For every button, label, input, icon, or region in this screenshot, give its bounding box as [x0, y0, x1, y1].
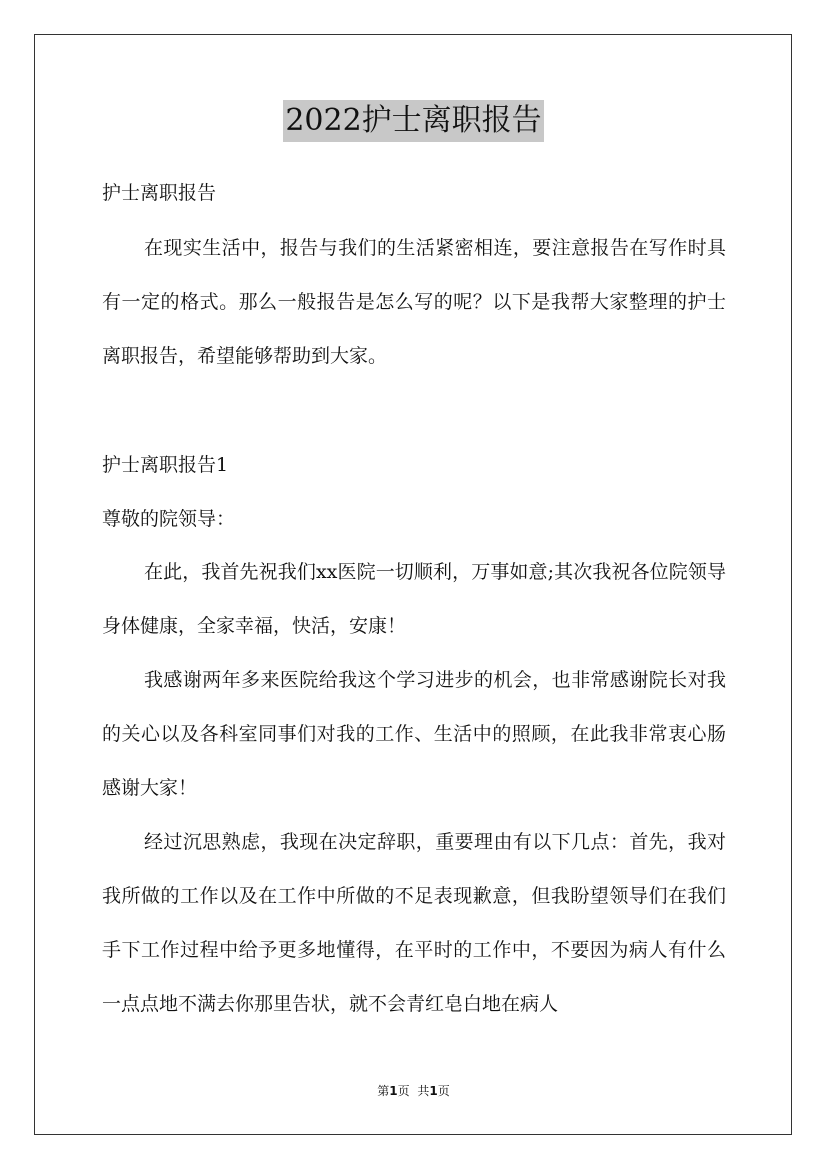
intro-paragraph: 在现实生活中，报告与我们的生活紧密相连，要注意报告在写作时具有一定的格式。那么一般报告是怎么写的呢？以下是我帮大家整理的护士离职报告，希望能够帮助到大家。 [102, 237, 726, 367]
title-container [0, 100, 827, 142]
footer-total-unit: 页 [437, 1084, 450, 1098]
current-page-number: 1 [389, 1084, 398, 1098]
body-paragraph-2: 我感谢两年多来医院给我这个学习进步的机会，也非常感谢院长对我的关心以及各科室同事们对我的工作、生活中的照顾，在此我非常衷心肠感谢大家！ [102, 669, 726, 799]
section-heading: 护士离职报告1 [102, 454, 229, 476]
document-title: 2022护士离职报告 [283, 100, 543, 142]
salutation: 尊敬的院领导： [102, 508, 236, 530]
footer-page-unit: 页 [397, 1084, 410, 1098]
body-paragraph-3: 经过沉思熟虑，我现在决定辞职，重要理由有以下几点：首先，我对我所做的工作以及在工作中所做的不足表现歉意，但我盼望领导们在我们手下工作过程中给予更多地懂得，在平时的工作中，不要因为病人有什么一点点地不满去你那里告状，就不会青红皂白地在病人 [102, 831, 726, 1015]
footer-prefix: 第 [377, 1084, 390, 1098]
footer-total-prefix: 共 [417, 1084, 430, 1098]
body-paragraph-1: 在此，我首先祝我们xx医院一切顺利，万事如意;其次我祝各位院领导身体健康，全家幸福，快活，安康！ [102, 561, 726, 637]
page-footer [0, 1082, 827, 1100]
total-page-number: 1 [429, 1084, 438, 1098]
subtitle: 护士离职报告 [102, 182, 217, 204]
